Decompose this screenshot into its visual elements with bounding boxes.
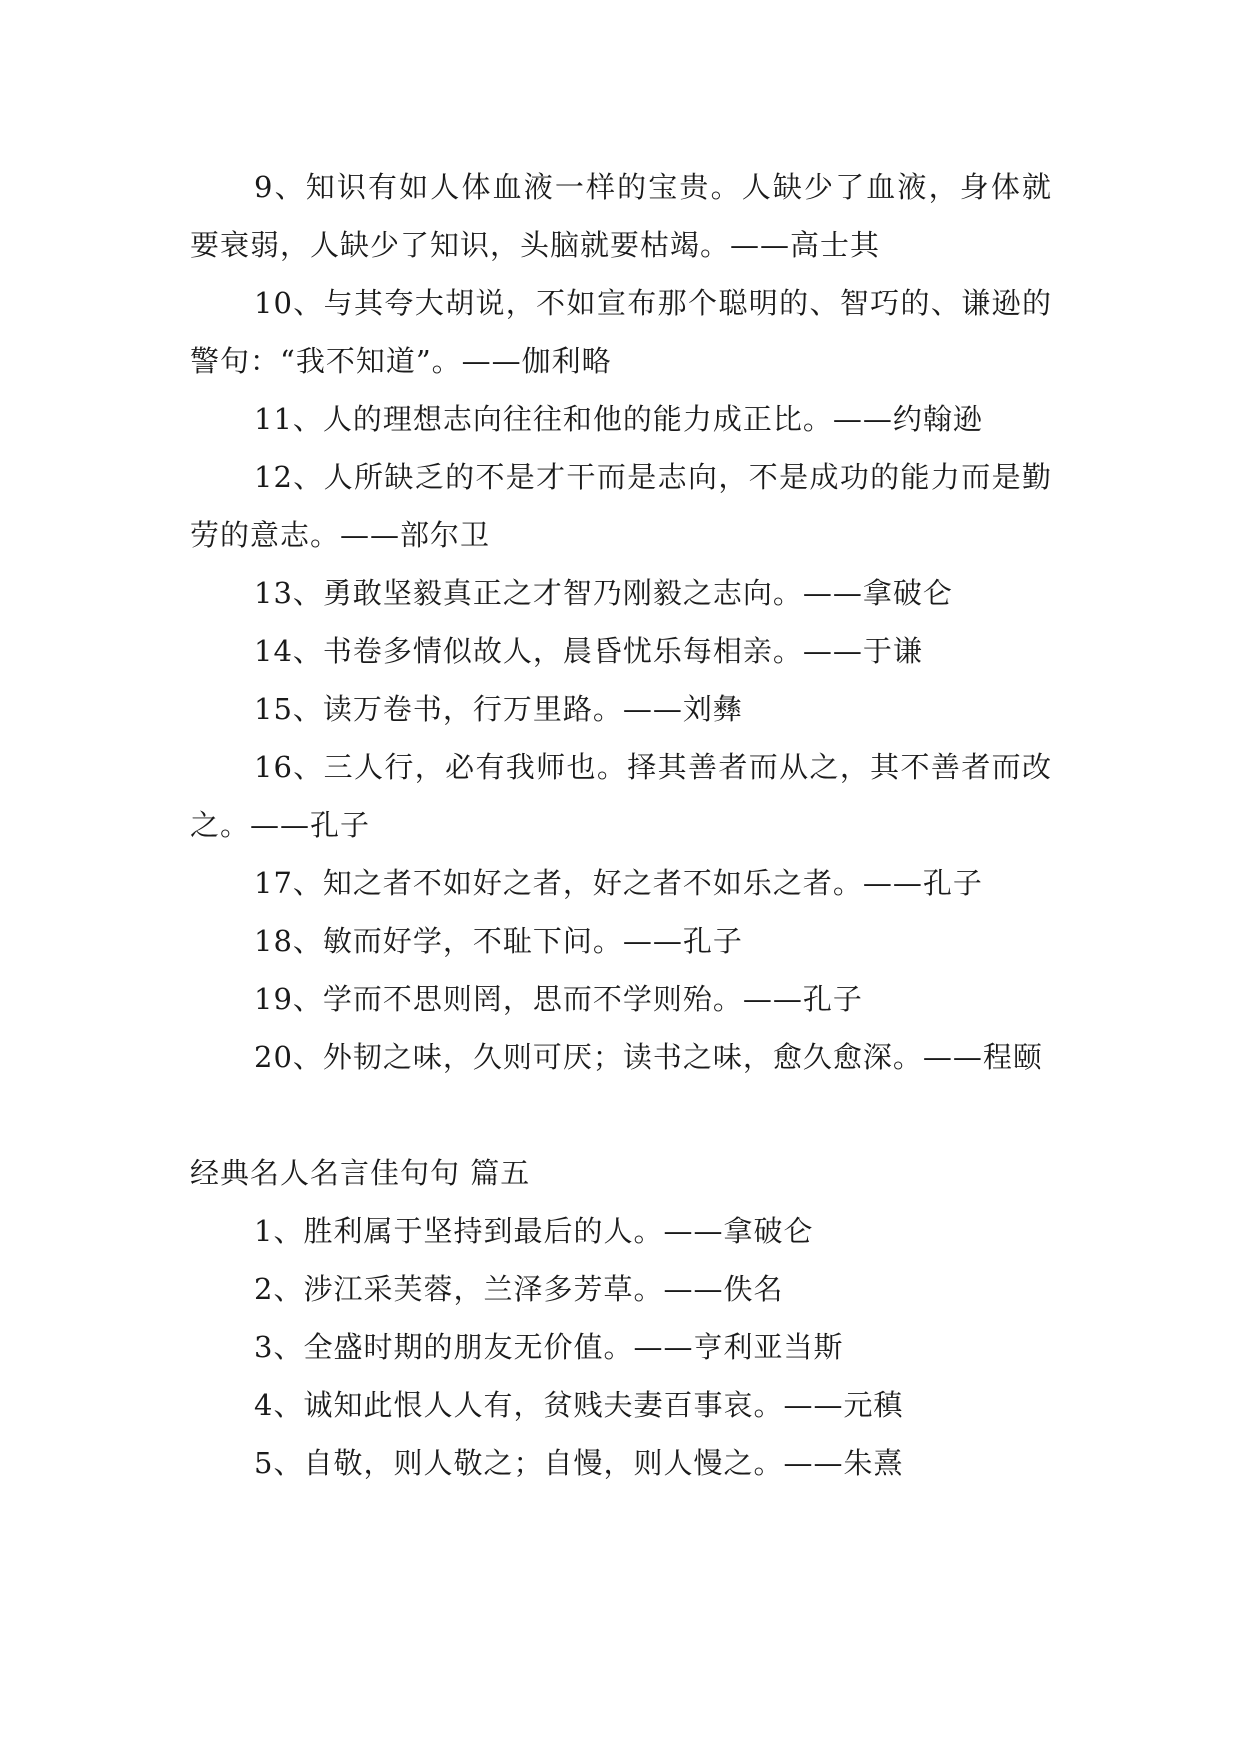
quote-16: 16、三人行，必有我师也。择其善者而从之，其不善者而改之。——孔子 — [190, 750, 1052, 842]
quote-18: 18、敏而好学，不耻下问。——孔子 — [254, 924, 743, 958]
quote-13: 13、勇敢坚毅真正之才智乃刚毅之志向。——拿破仑 — [254, 576, 953, 610]
section-five-quote-4: 4、诚知此恨人人有，贫贱夫妻百事哀。——元稹 — [254, 1388, 904, 1422]
quote-15: 15、读万卷书，行万里路。——刘彝 — [254, 692, 743, 726]
quote-14: 14、书卷多情似故人，晨昏忧乐每相亲。——于谦 — [254, 634, 923, 668]
quote-11: 11、人的理想志向往往和他的能力成正比。——约翰逊 — [254, 402, 983, 436]
quote-9: 9、知识有如人体血液一样的宝贵。人缺少了血液，身体就要衰弱，人缺少了知识，头脑就要枯竭。——高士其 — [190, 170, 1052, 262]
section-five-title: 经典名人名言佳句句 篇五 — [190, 1156, 531, 1190]
section-five-quote-5: 5、自敬，则人敬之；自慢，则人慢之。——朱熹 — [254, 1446, 904, 1480]
quote-10: 10、与其夸大胡说，不如宣布那个聪明的、智巧的、谦逊的警句：“我不知道”。——伽利略 — [190, 286, 1052, 378]
section-five-quote-3: 3、全盛时期的朋友无价值。——亨利亚当斯 — [254, 1330, 844, 1364]
document-body — [190, 158, 1052, 1492]
section-five-quote-2: 2、涉江采芙蓉，兰泽多芳草。——佚名 — [254, 1272, 784, 1306]
section-five-quote-1: 1、胜利属于坚持到最后的人。——拿破仑 — [254, 1214, 814, 1248]
quote-12: 12、人所缺乏的不是才干而是志向，不是成功的能力而是勤劳的意志。——部尔卫 — [190, 460, 1052, 552]
quote-19: 19、学而不思则罔，思而不学则殆。——孔子 — [254, 982, 863, 1016]
quote-20: 20、外韧之味，久则可厌；读书之味，愈久愈深。——程颐 — [254, 1040, 1043, 1074]
quote-17: 17、知之者不如好之者，好之者不如乐之者。——孔子 — [254, 866, 983, 900]
section-spacer — [190, 1086, 1052, 1144]
